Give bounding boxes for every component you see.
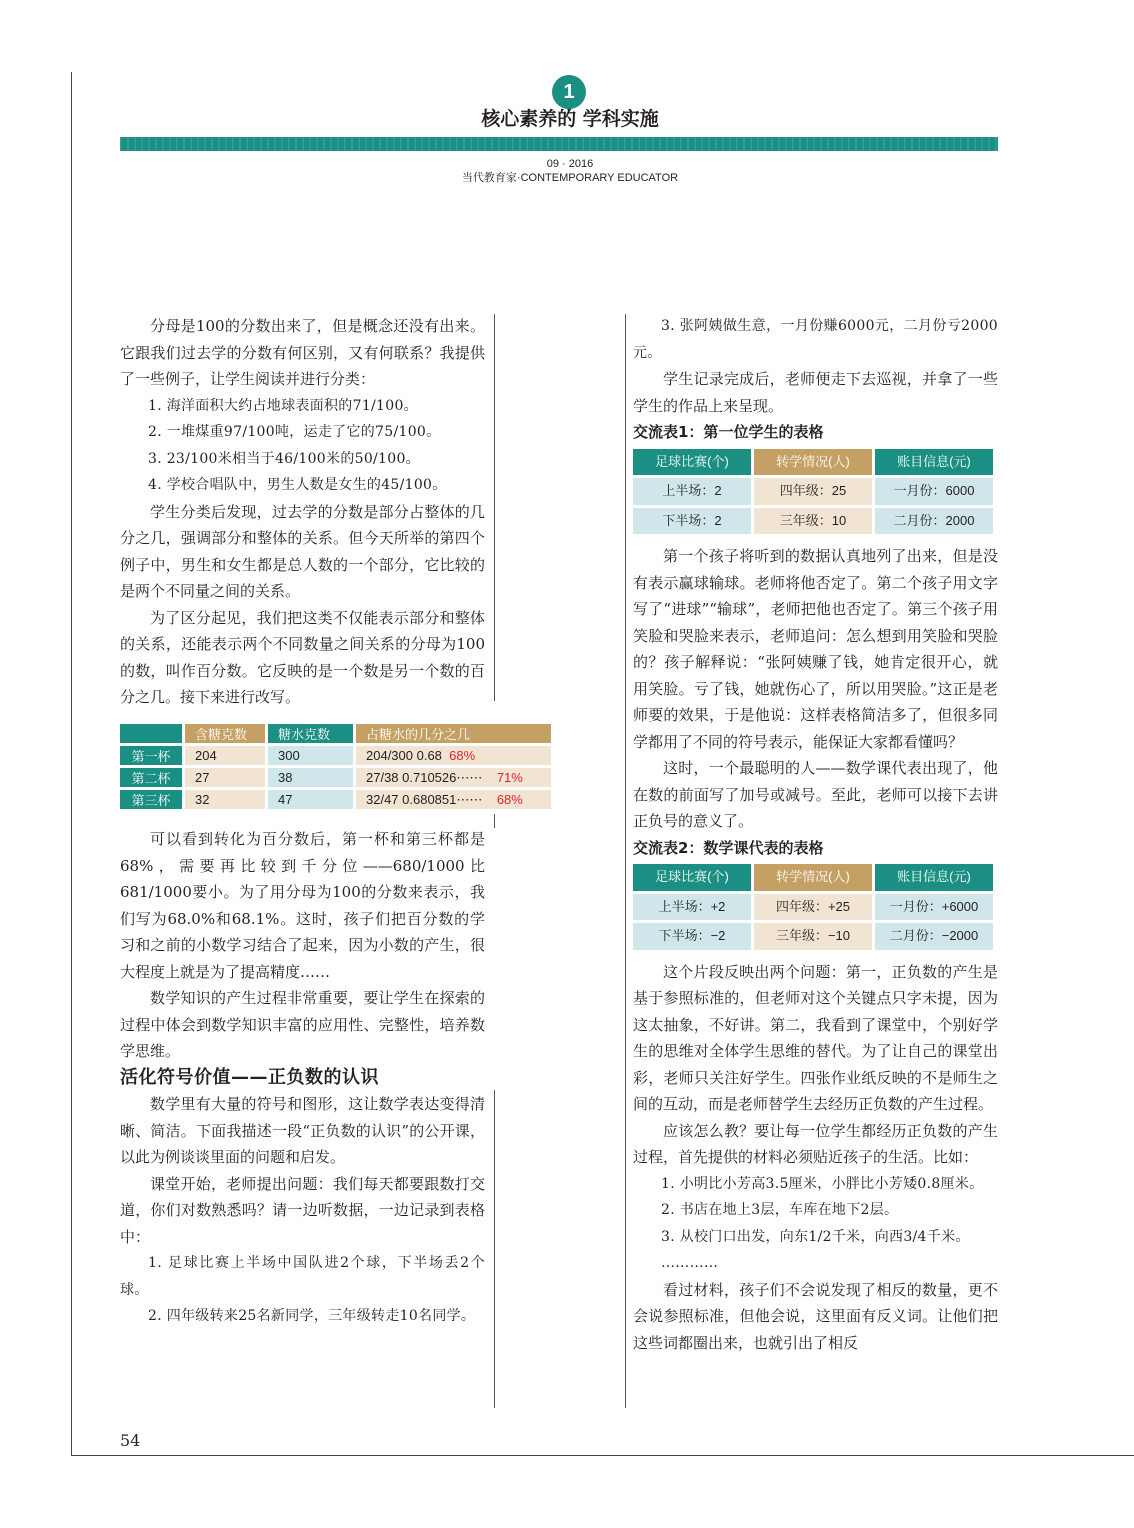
table-row: [633, 894, 993, 921]
table-cell: 四年级：25: [754, 478, 872, 505]
table-row: [633, 508, 993, 535]
table-caption: 交流表2：数学课代表的表格: [633, 838, 824, 857]
ratio-value: 32/47 0.680851⋯⋯: [366, 791, 483, 807]
table-cell: 二月份：−2000: [875, 923, 993, 950]
paragraph: 这个片段反映出两个问题：第一，正负数的产生是基于参照标准的，但老师对这个关键点只字未提，因为这太抽象，不好讲。第二，我看到了课堂中，个别好学生的思维对全体学生思维的替代。为了让自己的课堂出彩，老师只关注好学生。四张作业纸反映的不是师生之间的互动，而是老师替学生去经历正负数的产生过程。: [633, 962, 998, 1113]
left-column-bottom: [120, 826, 485, 1330]
table-header-cell: 含糖克数: [185, 724, 265, 743]
table-row: [120, 790, 551, 809]
section-number-badge: 1: [552, 75, 586, 109]
example-item: 1. 小明比小芳高3.5厘米，小胖比小芳矮0.8厘米。: [661, 1175, 984, 1192]
table-cell: [356, 746, 551, 765]
column-title: 核心素养的 学科实施: [481, 108, 659, 130]
table-corner-cell: [120, 724, 182, 743]
table-cell: 一月份：6000: [875, 478, 993, 505]
table-row: [120, 768, 551, 787]
table-header-row: [120, 724, 551, 743]
example-item: 2. 一堆煤重97/100吨，运走了它的75/100。: [148, 424, 441, 440]
table-header-cell: 占糖水的几分之几: [356, 724, 551, 743]
table-cell: 三年级：10: [754, 508, 872, 535]
paragraph: 看过材料，孩子们不会说发现了相反的数量，更不会说参照标准，但他会说，这里面有反义词。让他们把这些词都圈出来，也就引出了相反: [633, 1280, 998, 1352]
exchange-table-1: [630, 446, 996, 538]
table-header-cell: 糖水克数: [268, 724, 353, 743]
table-cell: 一月份：+6000: [875, 894, 993, 921]
issue-date: 09 · 2016: [546, 158, 594, 170]
percent-value: 68%: [449, 748, 476, 763]
table-header-row: [633, 449, 993, 476]
table-cell: 38: [268, 768, 353, 787]
table-caption: 交流表1：第一位学生的表格: [633, 423, 824, 441]
ratio-value: 27/38 0.710526⋯⋯: [366, 769, 483, 785]
table-row: [633, 923, 993, 950]
paragraph: 第一个孩子将听到的数据认真地列了出来，但是没有表示赢球输球。老师将他否定了。第二个孩子用文字写了“进球”“输球”，老师把他也否定了。第三个孩子用笑脸和哭脸来表示，老师追问：怎么想到用笑脸和哭脸的？孩子解释说：“张阿姨赚了钱，她肯定很开心，就用笑脸。亏了钱，她就伤心了，所以用哭脸。”这正是老师要的效果，于是他说：这样表格简洁多了，但很多同学都用了不同的符号表示，能保证大家都看懂吗？: [633, 547, 998, 751]
column-rule-right: [625, 314, 626, 1408]
table-cell: 上半场：+2: [633, 894, 751, 921]
table-header-row: [633, 864, 993, 891]
example-item: 1. 足球比赛上半场中国队进2个球，下半场丢2个球。: [120, 1255, 485, 1298]
paragraph: 应该怎么教？要让每一位学生都经历正负数的产生过程，首先提供的材料必须贴近孩子的生活。比如：: [633, 1121, 998, 1166]
table-cell: [356, 768, 551, 787]
row-label: 第三杯: [120, 790, 182, 809]
table-cell: 二月份：2000: [875, 508, 993, 535]
table-cell: 27: [185, 768, 265, 787]
table-cell: 47: [268, 790, 353, 809]
table-cell: 300: [268, 746, 353, 765]
ratio-value: 204/300 0.68: [366, 748, 442, 763]
percent-value: 71%: [496, 769, 523, 785]
paragraph: 这时，一个最聪明的人——数学课代表出现了，他在数的前面写了加号或减号。至此，老师可以接下去讲正负号的意义了。: [633, 759, 998, 830]
table-row: [120, 746, 551, 765]
journal-name: 当代教育家·CONTEMPORARY EDUCATOR: [461, 172, 679, 184]
bottom-margin-rule: [71, 1455, 1134, 1456]
percent-value: 68%: [496, 791, 523, 807]
paragraph: 分母是100的分数出来了，但是概念还没有出来。它跟我们过去学的分数有何区别，又有何联系？我提供了一些例子，让学生阅读并进行分类：: [120, 317, 485, 388]
table-header-cell: 足球比赛(个): [633, 449, 751, 476]
table-cell: 下半场：2: [633, 508, 751, 535]
table-header-cell: 转学情况(人): [754, 864, 872, 891]
paragraph: 可以看到转化为百分数后，第一杯和第三杯都是68%，需要再比较到千分位——680/1000比681/1000要小。为了用分母为100的分数来表示，我们写为68.0%和68.1%。这时，孩子们把百分数的学习和之前的小数学习结合了起来，因为小数的产生，很大程度上就是为了提高精度……: [120, 830, 485, 981]
table-cell: 四年级：+25: [754, 894, 872, 921]
column-rule-left-bottom: [494, 1090, 495, 1408]
exchange-table-2: [630, 861, 996, 953]
row-label: 第二杯: [120, 768, 182, 787]
table-row: [633, 478, 993, 505]
paragraph: 学生分类后发现，过去学的分数是部分占整体的几分之几，强调部分和整体的关系。但今天所举的第四个例子中，男生和女生都是总人数的一个部分，它比较的是两个不同量之间的关系。: [120, 502, 485, 600]
section-heading: 活化符号价值——正负数的认识: [120, 1066, 379, 1088]
example-item: 3. 从校门口出发，向东1/2千米，向西3/4千米。: [661, 1228, 970, 1245]
header-band-texture: [120, 137, 998, 151]
table-header-cell: 账目信息(元): [875, 864, 993, 891]
row-label: 第一杯: [120, 746, 182, 765]
example-item: 4. 学校合唱队中，男生人数是女生的45/100。: [148, 477, 447, 493]
column-rule-left-mid: [494, 814, 495, 828]
table-cell: 下半场：−2: [633, 923, 751, 950]
example-item: 3. 23/100米相当于46/100米的50/100。: [148, 450, 420, 467]
example-item: 2. 书店在地上3层，车库在地下2层。: [661, 1202, 899, 1218]
paragraph: 课堂开始，老师提出问题：我们每天都要跟数打交道，你们对数熟悉吗？请一边听数据，一边记录到表格中：: [120, 1174, 485, 1246]
column-rule-left-top: [494, 314, 495, 701]
left-margin-rule: [71, 72, 72, 1456]
table-header-cell: 足球比赛(个): [633, 864, 751, 891]
paragraph: 数学里有大量的符号和图形，这让数学表达变得清晰、简洁。下面我描述一段“正负数的认识”的公开课，以此为例谈谈里面的问题和启发。: [120, 1095, 485, 1166]
table-cell: [356, 790, 551, 809]
left-column-top: [120, 313, 485, 711]
table-cell: 上半场：2: [633, 478, 751, 505]
example-item: 2. 四年级转来25名新同学，三年级转走10名同学。: [148, 1308, 476, 1324]
table-cell: 三年级：−10: [754, 923, 872, 950]
example-item: 3. 张阿姨做生意，一月份赚6000元，二月份亏2000元。: [633, 318, 998, 361]
right-column: [633, 313, 998, 1356]
table-header-cell: 账目信息(元): [875, 449, 993, 476]
page-number: 54: [120, 1431, 141, 1450]
table-header-cell: 转学情况(人): [754, 449, 872, 476]
table-cell: 204: [185, 746, 265, 765]
sugar-water-table: [117, 721, 554, 812]
issue-info: [380, 157, 760, 185]
example-ellipsis: …………: [661, 1255, 719, 1271]
table-cell: 32: [185, 790, 265, 809]
example-item: 1. 海洋面积大约占地球表面积的71/100。: [148, 397, 418, 414]
paragraph: 学生记录完成后，老师便走下去巡视，并拿了一些学生的作品上来呈现。: [633, 370, 998, 415]
paragraph: 数学知识的产生过程非常重要，要让学生在探索的过程中体会到数学知识丰富的应用性、完整性，培养数学思维。: [120, 989, 485, 1060]
paragraph: 为了区分起见，我们把这类不仅能表示部分和整体的关系，还能表示两个不同数量之间关系的分母为100的数，叫作百分数。它反映的是一个数是另一个数的百分之几。接下来进行改写。: [120, 608, 485, 706]
